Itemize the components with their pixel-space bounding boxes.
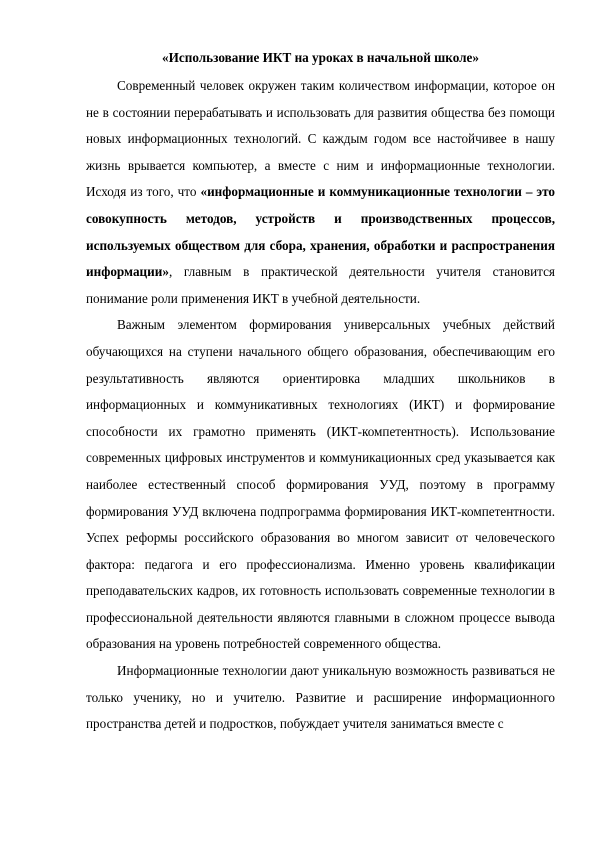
paragraph-1-text-b: , главным в практической деятельности учителя становится понимание роли применения ИКТ в учебной деятельности. <box>86 264 555 306</box>
paragraph-1 <box>86 73 555 312</box>
document-page <box>86 48 555 738</box>
paragraph-3 <box>86 658 555 738</box>
paragraph-2 <box>86 312 555 658</box>
paragraph-1-text-a: Современный человек окружен таким количеством информации, которое он не в состоянии перерабатывать и использовать для развития общества без помощи новых информационных технологий. С каждым годом все настойчивее в нашу жизнь врывается компьютер, а вместе с ним и информационные технологии. Исходя из того, что <box>86 78 555 200</box>
paragraph-1-quote-bold: «информационные и коммуникационные технологии – это совокупность методов, устройств и производственных процессов, используемых обществом для сбора, хранения, обработки и распространения информации» <box>86 184 555 280</box>
document-title: «Использование ИКТ на уроках в начальной школе» <box>162 50 479 65</box>
paragraph-2-text: Важным элементом формирования универсальных учебных действий обучающихся на ступени начального общего образования, обеспечивающим его результативность являются ориентировка младших школьников в информационных и коммуникативных технологиях (ИКТ) и формирование способности их грамотно применять (ИКТ-компетентность). Использование современных цифровых инструментов и коммуникационных сред указывается как наиболее естественный способ формирования УУД, поэтому в программу формирования УУД включена подпрограмма формирования ИКТ-компетентности. Успех реформы российского образования во многом зависит от человеческого фактора: педагога и его профессионализма. Именно уровень квалификации преподавательских кадров, их готовность использовать современные технологии в профессиональной деятельности являются главными в сложном процессе вывода образования на уровень потребностей современного общества. <box>86 317 555 652</box>
paragraph-3-text: Информационные технологии дают уникальную возможность развиваться не только ученику, но и учителю. Развитие и расширение информационного пространства детей и подростков, побуждает учителя заниматься вместе с <box>86 663 555 732</box>
